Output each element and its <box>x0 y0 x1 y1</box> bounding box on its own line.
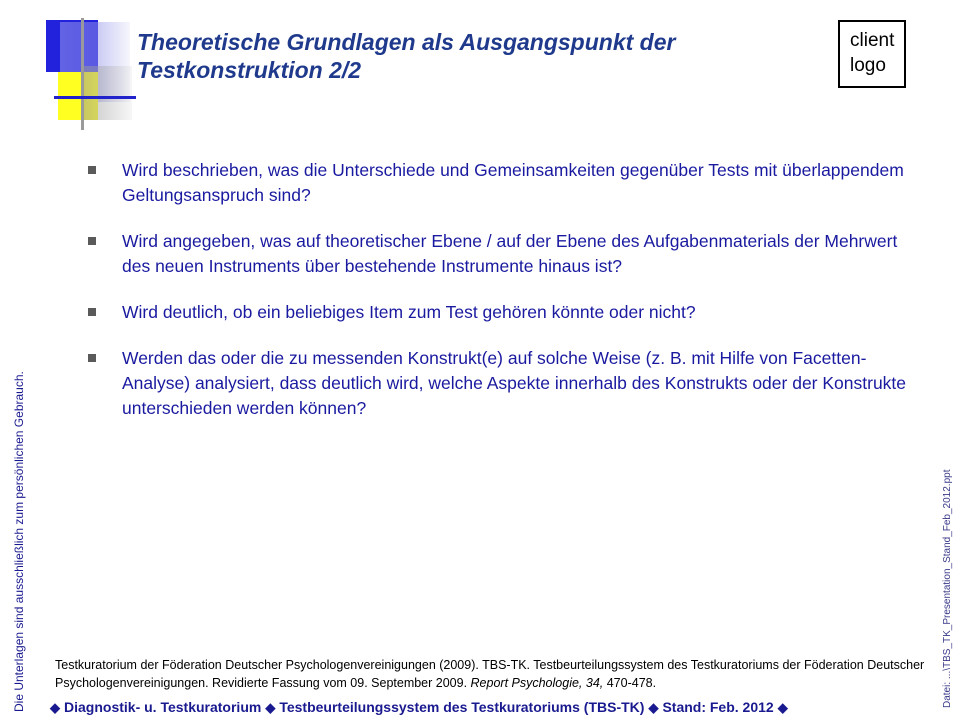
reference-citation <box>55 656 935 692</box>
bullet-item <box>88 158 918 208</box>
bullet-item <box>88 346 918 421</box>
diamond-icon: ◆ <box>648 700 659 715</box>
usage-notice: Die Unterlagen sind ausschließlich zum persönlichen Gebrauch. <box>12 371 26 712</box>
footer-part-3: Stand: Feb. 2012 <box>662 699 774 715</box>
file-path: Datei: ...\TBS_TK_Presentation_Stand_Feb_2012.ppt <box>942 469 953 708</box>
footer-part-1: Diagnostik- u. Testkuratorium <box>64 699 262 715</box>
bullet-item <box>88 300 918 325</box>
logo-line-2: logo <box>850 55 886 76</box>
slide-title: Theoretische Grundlagen als Ausgangspunkt der Testkonstruktion 2/2 <box>137 29 676 83</box>
reference-journal: Report Psychologie, 34, <box>470 676 604 690</box>
bullet-square-icon <box>88 166 96 174</box>
footer-part-2: Testbeurteilungssystem des Testkuratoriums (TBS-TK) <box>279 699 645 715</box>
footer <box>46 697 926 718</box>
bullet-square-icon <box>88 308 96 316</box>
bullet-item <box>88 229 918 279</box>
decor-vertical-line <box>81 18 84 130</box>
bullet-text: Wird angegeben, was auf theoretischer Ebene / auf der Ebene des Aufgabenmaterials der Mehrwert des neuen Instruments über bestehende Instrumente hinaus ist? <box>122 231 898 276</box>
diamond-icon: ◆ <box>777 700 788 715</box>
logo-line-1: client <box>850 30 895 51</box>
decor-grey-square <box>82 66 132 120</box>
reference-text: Testkuratorium der Föderation Deutscher Psychologenvereinigungen (2009). TBS-TK. Testbeurteilungssystem des Testkuratoriums der Föderation Deutscher Psychologenvereinigungen. Revidierte Fassung vom 09. September 2009. <box>55 658 925 690</box>
bullet-list <box>88 158 918 442</box>
side-note-left <box>0 0 26 720</box>
diamond-icon: ◆ <box>50 700 60 715</box>
bullet-square-icon <box>88 237 96 245</box>
bullet-text: Wird deutlich, ob ein beliebiges Item zum Test gehören könnte oder nicht? <box>122 302 696 322</box>
diamond-icon: ◆ <box>265 700 276 715</box>
bullet-text: Werden das oder die zu messenden Konstrukt(e) auf solche Weise (z. B. mit Hilfe von Facetten-Analyse) analysiert, dass deutlich wird, welche Aspekte innerhalb des Konstrukts oder der Konstrukte unterschieden werden können? <box>122 348 907 418</box>
reference-pages: 470-478. <box>603 676 657 690</box>
client-logo <box>838 20 906 88</box>
decor-horizontal-line <box>54 96 136 99</box>
bullet-square-icon <box>88 354 96 362</box>
bullet-text: Wird beschrieben, was die Unterschiede und Gemeinsamkeiten gegenüber Tests mit überlappendem Geltungsanspruch sind? <box>122 160 904 205</box>
